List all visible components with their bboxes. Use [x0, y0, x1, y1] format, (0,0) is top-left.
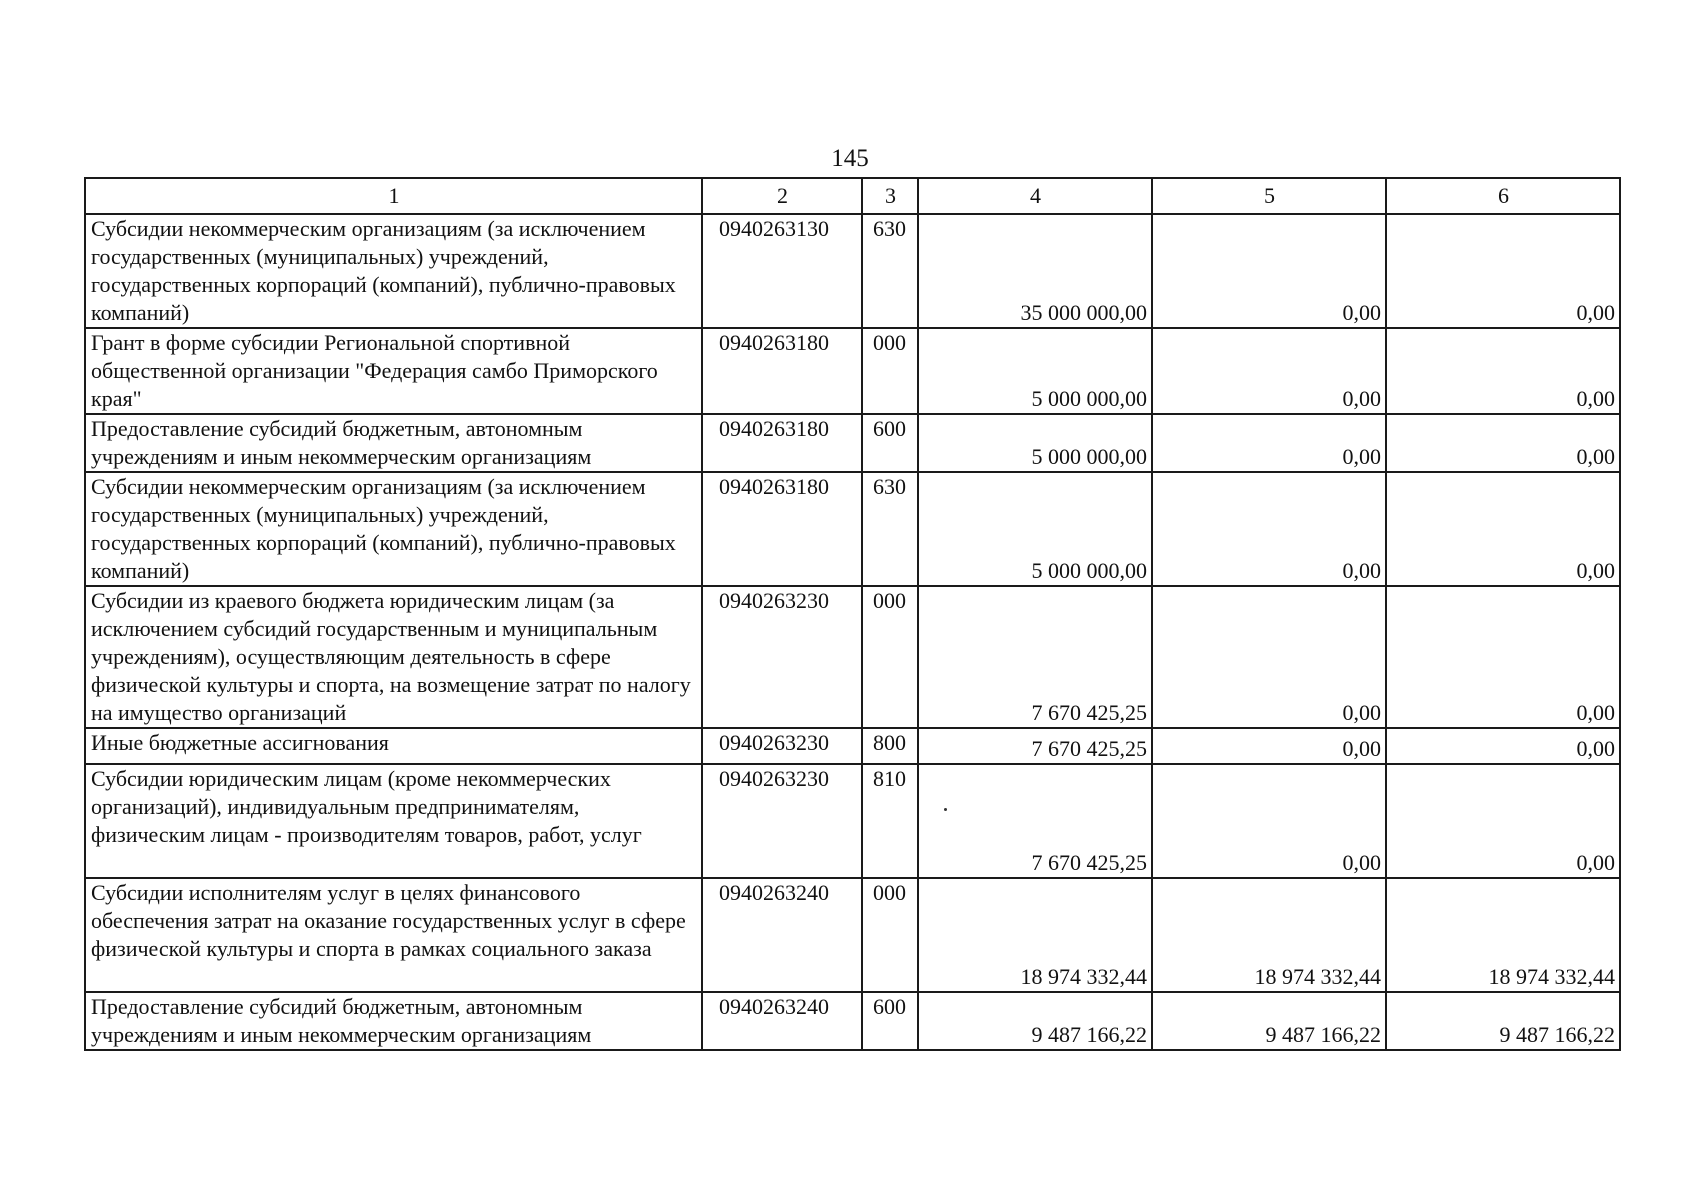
header-cell-1: 1	[85, 178, 702, 214]
row-value-col4: 5 000 000,00	[918, 414, 1152, 472]
row-value-col6: 0,00	[1386, 586, 1620, 728]
header-cell-6: 6	[1386, 178, 1620, 214]
row-value-col4: 5 000 000,00	[918, 472, 1152, 586]
row-target-code: 0940263240	[702, 878, 862, 992]
row-target-code: 0940263130	[702, 214, 862, 328]
row-expense-type: 800	[862, 728, 918, 764]
row-value-col4: 35 000 000,00	[918, 214, 1152, 328]
table-row	[85, 328, 1620, 414]
row-expense-type: 810	[862, 764, 918, 878]
table-row	[85, 414, 1620, 472]
page-number: 145	[831, 145, 869, 172]
row-value-col4: 7 670 425,25	[918, 728, 1152, 764]
row-value-col4: 5 000 000,00	[918, 328, 1152, 414]
row-value-col6: 0,00	[1386, 472, 1620, 586]
row-target-code: 0940263180	[702, 414, 862, 472]
row-target-code: 0940263240	[702, 992, 862, 1050]
row-description: Субсидии некоммерческим организациям (за исключением государственных (муниципальных) учреждений, государственных корпораций (компаний), публично-правовых компаний)	[85, 472, 702, 586]
header-cell-4: 4	[918, 178, 1152, 214]
row-expense-type: 600	[862, 414, 918, 472]
row-value-col4: 7 670 425,25	[918, 586, 1152, 728]
row-expense-type: 000	[862, 328, 918, 414]
row-description: Предоставление субсидий бюджетным, автономным учреждениям и иным некоммерческим организациям	[85, 992, 702, 1050]
budget-table	[84, 177, 1621, 1051]
table-row	[85, 878, 1620, 992]
row-target-code: 0940263180	[702, 328, 862, 414]
row-expense-type: 600	[862, 992, 918, 1050]
row-value-col6: 0,00	[1386, 328, 1620, 414]
row-description: Субсидии некоммерческим организациям (за исключением государственных (муниципальных) учреждений, государственных корпораций (компаний), публично-правовых компаний)	[85, 214, 702, 328]
table-row	[85, 472, 1620, 586]
row-target-code: 0940263180	[702, 472, 862, 586]
row-target-code: 0940263230	[702, 764, 862, 878]
row-value-col5: 0,00	[1152, 764, 1386, 878]
row-value-col6: 0,00	[1386, 728, 1620, 764]
row-description: Субсидии из краевого бюджета юридическим лицам (за исключением субсидий государственным и муниципальным учреждениям), осуществляющим деятельность в сфере физической культуры и спорта, на возмещение затрат по налогу на имущество организаций	[85, 586, 702, 728]
row-value-col6: 0,00	[1386, 214, 1620, 328]
row-target-code: 0940263230	[702, 586, 862, 728]
row-expense-type: 630	[862, 214, 918, 328]
table-row	[85, 214, 1620, 328]
header-cell-5: 5	[1152, 178, 1386, 214]
row-description: Субсидии исполнителям услуг в целях финансового обеспечения затрат на оказание государственных услуг в сфере физической культуры и спорта в рамках социального заказа	[85, 878, 702, 992]
table-row	[85, 728, 1620, 764]
row-expense-type: 000	[862, 586, 918, 728]
row-description: Субсидии юридическим лицам (кроме некоммерческих организаций), индивидуальным предпринимателям, физическим лицам - производителям товаров, работ, услуг	[85, 764, 702, 878]
row-value-col5: 0,00	[1152, 214, 1386, 328]
row-value-col6: 9 487 166,22	[1386, 992, 1620, 1050]
table-row	[85, 764, 1620, 878]
row-value-col5: 0,00	[1152, 586, 1386, 728]
row-value-col4: 18 974 332,44	[918, 878, 1152, 992]
row-value-col5: 0,00	[1152, 414, 1386, 472]
row-value-col6: 18 974 332,44	[1386, 878, 1620, 992]
table-row	[85, 992, 1620, 1050]
row-value-col4: 9 487 166,22	[918, 992, 1152, 1050]
row-expense-type: 000	[862, 878, 918, 992]
row-expense-type: 630	[862, 472, 918, 586]
row-value-col5: 9 487 166,22	[1152, 992, 1386, 1050]
row-value-col6: 0,00	[1386, 764, 1620, 878]
row-description: Грант в форме субсидии Региональной спортивной общественной организации "Федерация самбо Приморского края"	[85, 328, 702, 414]
row-description: Иные бюджетные ассигнования	[85, 728, 702, 764]
header-row	[85, 178, 1620, 214]
row-value-col5: 0,00	[1152, 328, 1386, 414]
row-description: Предоставление субсидий бюджетным, автономным учреждениям и иным некоммерческим организациям	[85, 414, 702, 472]
header-cell-3: 3	[862, 178, 918, 214]
row-value-col5: 0,00	[1152, 472, 1386, 586]
row-value-col5: 18 974 332,44	[1152, 878, 1386, 992]
row-value-col6: 0,00	[1386, 414, 1620, 472]
row-target-code: 0940263230	[702, 728, 862, 764]
table-row	[85, 586, 1620, 728]
row-value-col5: 0,00	[1152, 728, 1386, 764]
row-value-col4: 7 670 425,25	[918, 764, 1152, 878]
scan-speck	[944, 808, 947, 811]
header-cell-2: 2	[702, 178, 862, 214]
